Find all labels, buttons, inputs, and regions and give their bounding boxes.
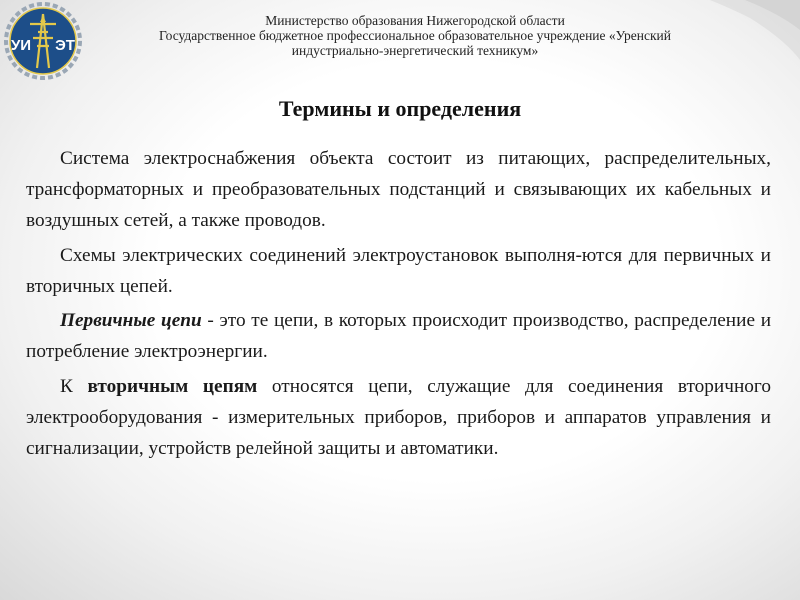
- paragraph-secondary-circuits: [26, 371, 771, 464]
- logo-letters-left: УИ: [10, 37, 32, 54]
- paragraph-power-supply-system: Система электроснабжения объекта состоит из питающих, распределительных, трансформаторных и преобразовательных подстанций и связывающих их кабельных и воздушных сетей, а также проводов.: [26, 148, 771, 231]
- institution-header: [115, 13, 715, 58]
- logo-letters-right: ЭТ: [55, 37, 75, 54]
- term-secondary-circuits: вторичным цепям: [87, 375, 258, 397]
- secondary-circuits-definition: относятся цепи, служащие для соединения вторичного электрооборудования - измерительных приборов, приборов и аппаратов управления и сигнализации, устройств релейной защиты и автоматики.: [26, 375, 771, 459]
- header-line-ministry: Министерство образования Нижегородской области: [265, 13, 565, 28]
- page-title: Термины и определения: [278, 96, 522, 121]
- header-line-institution-cont: индустриально-энергетический техникум»: [291, 43, 539, 58]
- definitions-content: [26, 143, 771, 464]
- primary-circuits-definition: - это те цепи, в которых происходит производство, распределение и потребление электроэнергии.: [26, 310, 772, 362]
- paragraph-primary-circuits: [26, 305, 771, 367]
- tower-logo-icon: [4, 2, 82, 80]
- term-primary-circuits: Первичные цепи: [60, 310, 202, 331]
- paragraph-connection-schemes: Схемы электрических соединений электроустановок выполня-ются для первичных и вторичных цепей.: [26, 244, 771, 297]
- header-line-institution: Государственное бюджетное профессиональное образовательное учреждение «Уренский: [159, 28, 671, 43]
- secondary-circuits-prefix: К: [60, 375, 88, 397]
